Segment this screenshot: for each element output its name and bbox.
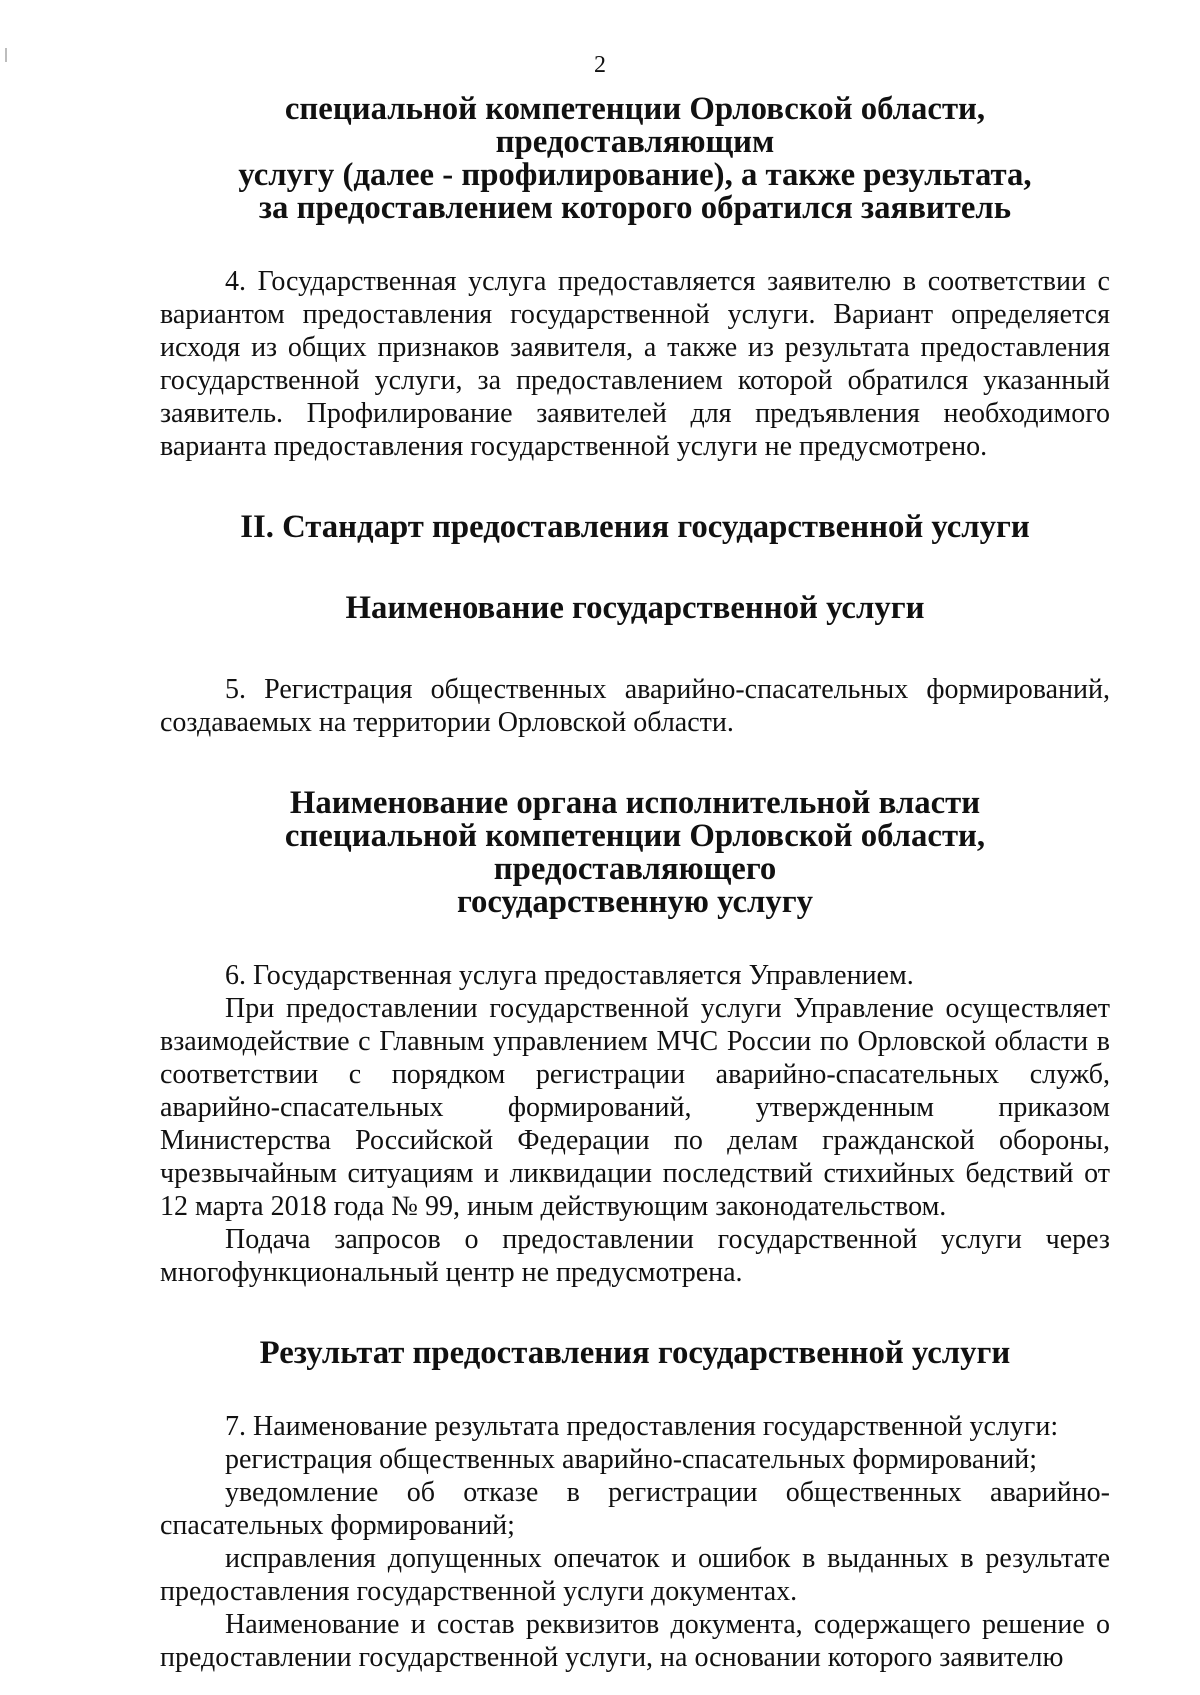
authority-heading xyxy=(160,787,1110,919)
document-body xyxy=(160,93,1110,1674)
paragraph-6-mfc: Подача запросов о предоставлении государственной услуги через многофункциональный центр не предусмотрена. xyxy=(160,1224,1110,1288)
page-number: 2 xyxy=(594,52,606,78)
paragraph-7: 7. Наименование результата предоставления государственной услуги: xyxy=(225,1411,1059,1442)
result-item-registration: регистрация общественных аварийно-спасательных формирований; xyxy=(225,1444,1037,1475)
result-item-corrections: исправления допущенных опечаток и ошибок в выданных в результате предоставления государственной услуги документах. xyxy=(160,1543,1110,1607)
paragraph-6-interaction: При предоставлении государственной услуги Управление осуществляет взаимодействие с Главным управлением МЧС России по Орловской области в соответствии с порядком регистрации аварийно-спасательных служб, аварийно-спасательных формирований, утвержденным приказом Министерства Российской Федерации по делам гражданской обороны, чрезвычайным ситуациям и ликвидации последствий стихийных бедствий от 12 марта 2018 года № 99, иным действующим законодательством. xyxy=(160,993,1110,1222)
intro-heading-line: за предоставлением которого обратился заявитель xyxy=(258,190,1012,226)
paragraph-6: 6. Государственная услуга предоставляется Управлением. xyxy=(225,960,914,991)
intro-heading-line: специальной компетенции Орловской области, предоставляющим xyxy=(284,91,986,160)
paragraph-5: 5. Регистрация общественных аварийно-спасательных формирований, создаваемых на территории Орловской области. xyxy=(160,674,1110,738)
paragraph-7-requisites: Наименование и состав реквизитов документа, содержащего решение о предоставлении государственной услуги, на основании которого заявителю xyxy=(160,1609,1110,1673)
result-heading: Результат предоставления государственной услуги xyxy=(259,1335,1011,1371)
authority-heading-line: Наименование органа исполнительной власти xyxy=(289,785,981,821)
section-ii-heading: II. Стандарт предоставления государственной услуги xyxy=(240,509,1030,545)
authority-heading-line: государственную услугу xyxy=(456,884,814,920)
result-item-refusal: уведомление об отказе в регистрации общественных аварийно-спасательных формирований; xyxy=(160,1477,1110,1541)
service-name-heading: Наименование государственной услуги xyxy=(345,590,925,626)
paragraph-4: 4. Государственная услуга предоставляется заявителю в соответствии с вариантом предоставления государственной услуги. Вариант определяется исходя из общих признаков заявителя, а также из результата предоставления государственной услуги, за предоставлением которой обратился указанный заявитель. Профилирование заявителей для предъявления необходимого варианта предоставления государственной услуги не предусмотрено. xyxy=(160,266,1110,462)
intro-heading xyxy=(160,93,1110,225)
intro-heading-line: услугу (далее - профилирование), а также результата, xyxy=(238,157,1032,193)
authority-heading-line: специальной компетенции Орловской области, предоставляющего xyxy=(284,818,986,887)
